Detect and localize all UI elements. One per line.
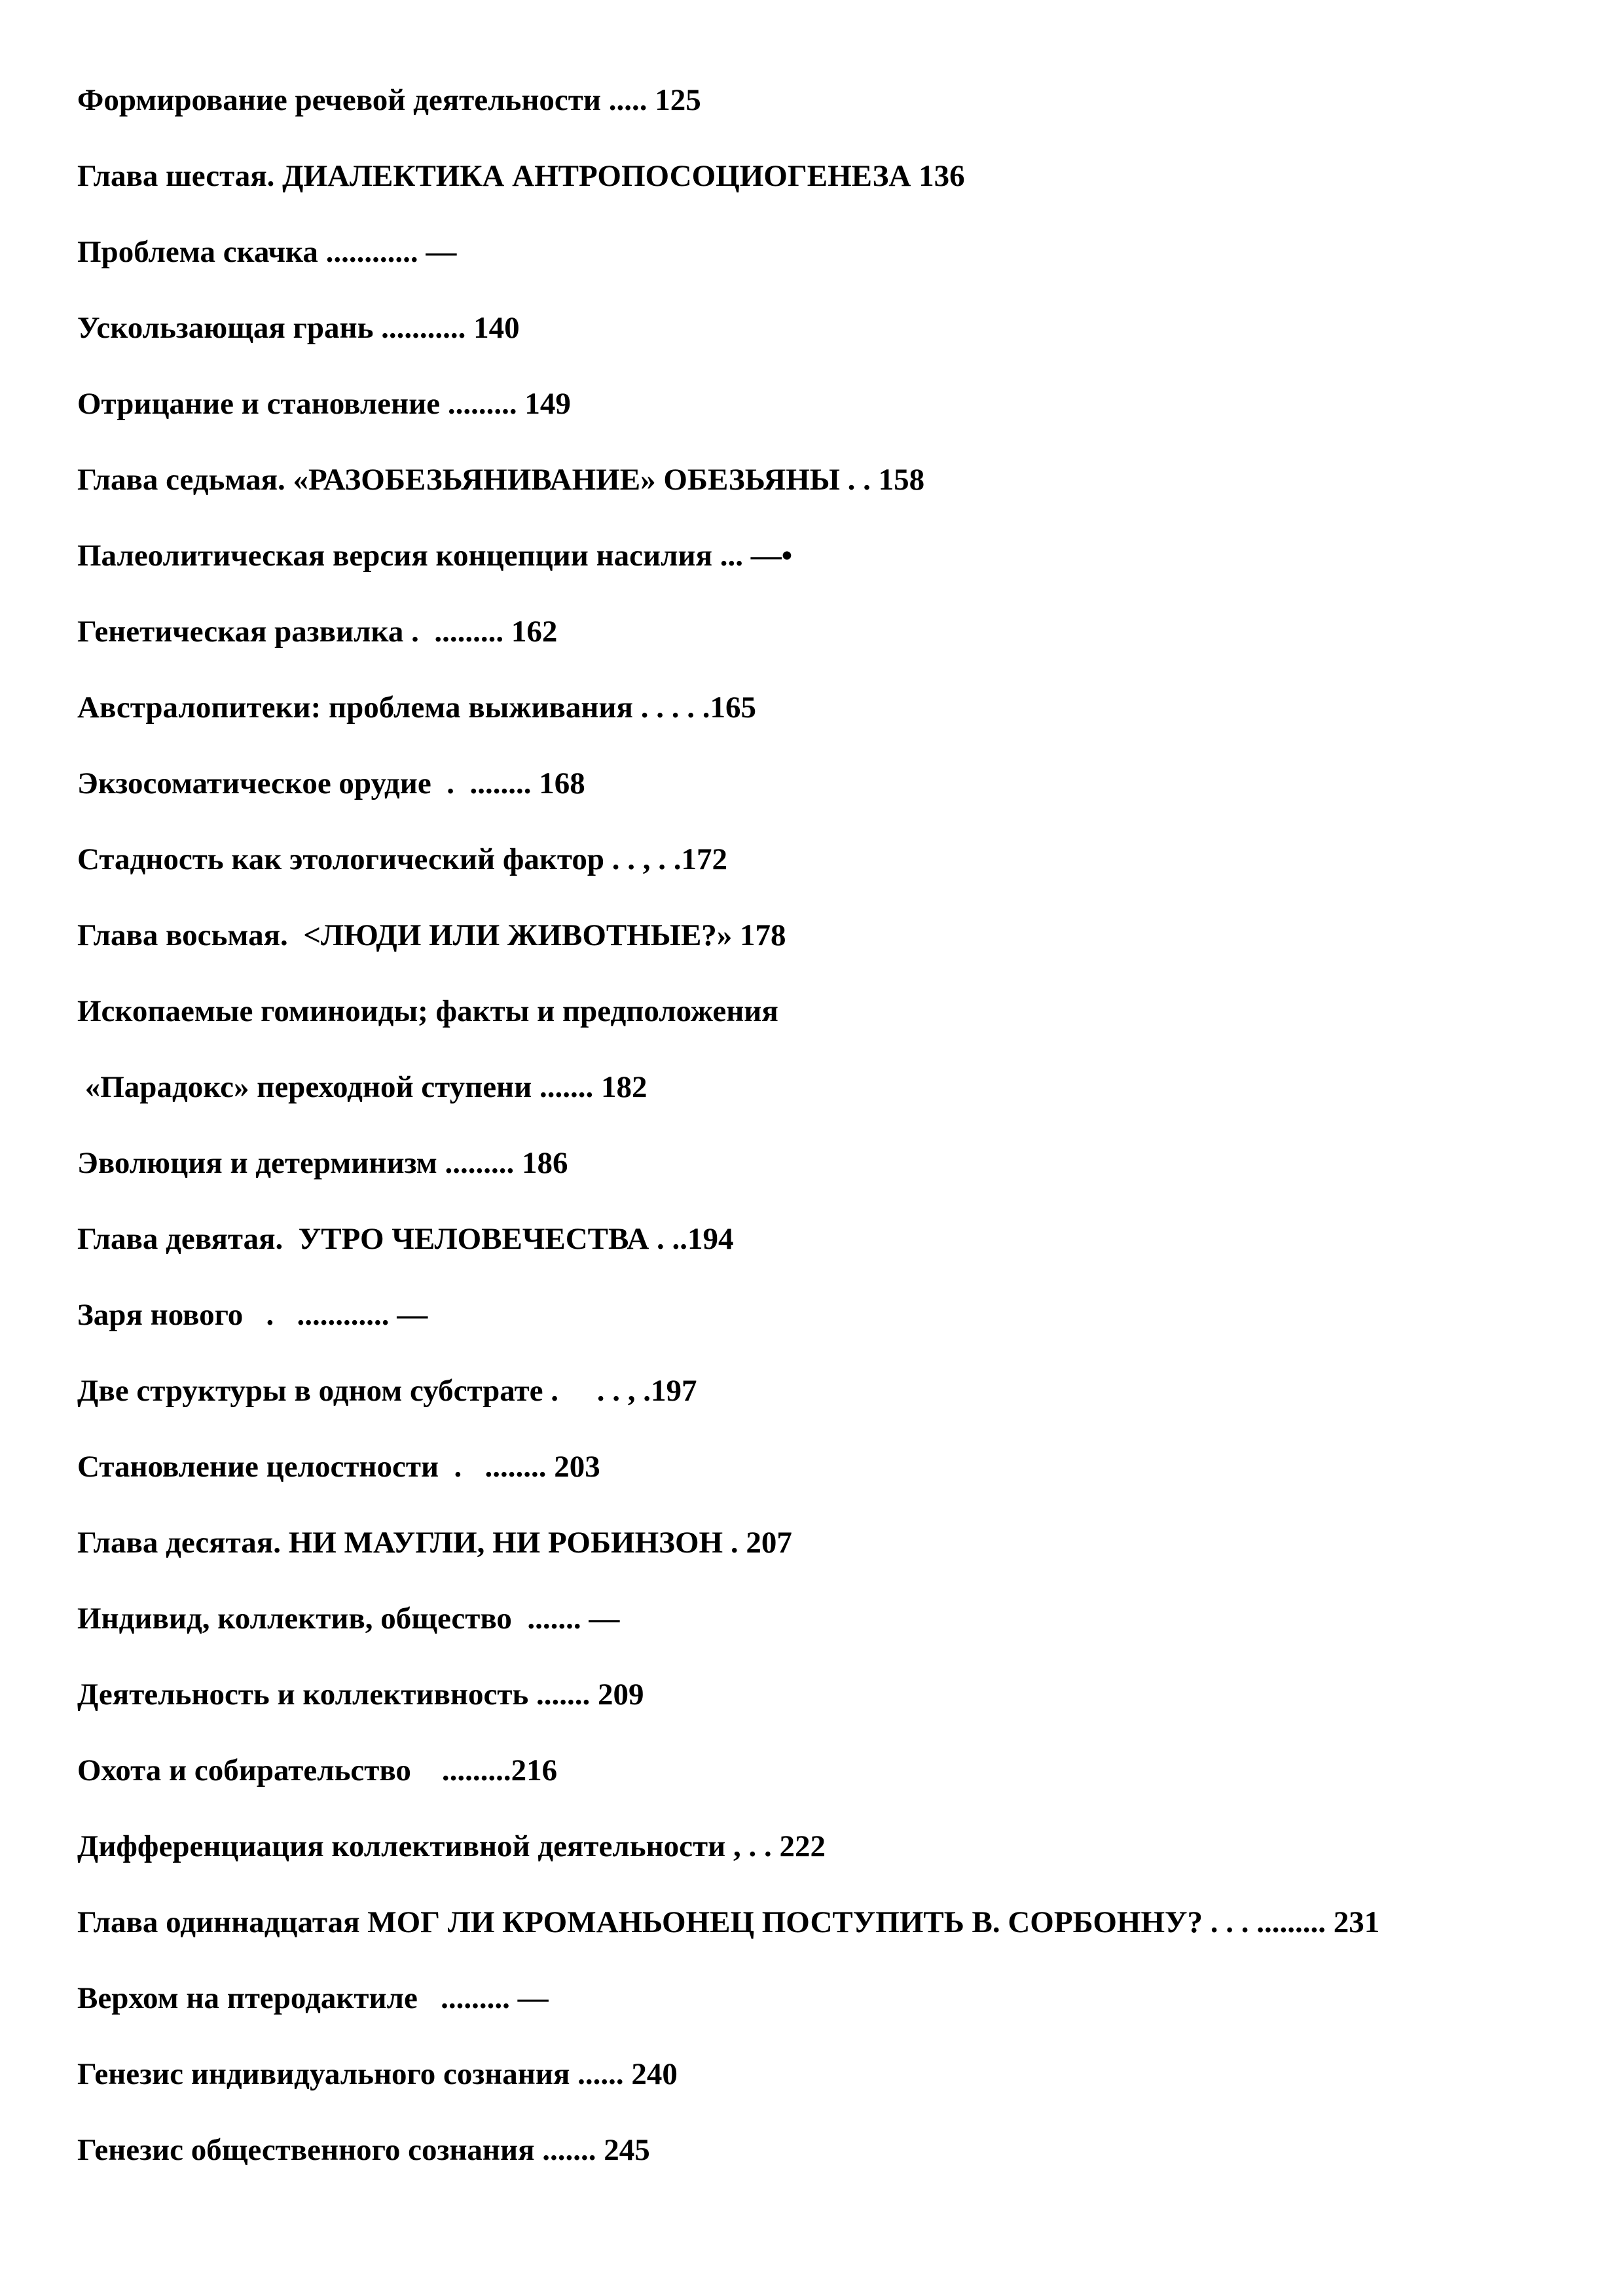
toc-line: Генезис индивидуального сознания ...... 240 xyxy=(77,2057,678,2091)
toc-line: Ископаемые гоминоиды; факты и предположения xyxy=(77,994,778,1028)
toc-line: Проблема скачка ............ — xyxy=(77,235,457,269)
toc-line: Индивид, коллектив, общество ....... — xyxy=(77,1602,620,1636)
toc-line: Дифференциация коллективной деятельности , . . 222 xyxy=(77,1829,826,1863)
toc-chapter-heading: Глава одиннадцатая МОГ ЛИ КРОМАНЬОНЕЦ ПОСТУПИТЬ В. СОРБОННУ? . . . ......... 231 xyxy=(77,1905,1380,1939)
toc-chapter-heading: Глава седьмая. «РАЗОБЕЗЬЯНИВАНИЕ» ОБЕЗЬЯНЫ . . 158 xyxy=(77,463,925,497)
toc-line: Экзосоматическое орудие . ........ 168 xyxy=(77,766,585,800)
toc-line: «Парадокс» переходной ступени ....... 182 xyxy=(77,1070,647,1104)
toc-line: Деятельность и коллективность ....... 209 xyxy=(77,1677,644,1712)
toc-line: Отрицание и становление ......... 149 xyxy=(77,387,571,421)
toc-line: Генетическая развилка . ......... 162 xyxy=(77,615,558,649)
toc-line: Ускользающая грань ........... 140 xyxy=(77,311,520,345)
toc-line: Охота и собирательство .........216 xyxy=(77,1753,558,1787)
toc-line: Заря нового . ............ — xyxy=(77,1298,428,1332)
toc-line: Стадность как этологический фактор . . , . .172 xyxy=(77,842,728,876)
toc-line: Эволюция и детерминизм ......... 186 xyxy=(77,1146,568,1180)
toc-line: Генезис общественного сознания ....... 245 xyxy=(77,2133,650,2167)
toc-chapter-heading: Глава восьмая. <ЛЮДИ ИЛИ ЖИВОТНЫЕ?» 178 xyxy=(77,918,786,952)
table-of-contents xyxy=(77,77,1570,2203)
toc-line: Формирование речевой деятельности ..... 125 xyxy=(77,83,701,117)
toc-line: Становление целостности . ........ 203 xyxy=(77,1450,600,1484)
toc-chapter-heading: Глава девятая. УТРО ЧЕЛОВЕЧЕСТВА . ..194 xyxy=(77,1222,734,1256)
toc-line: Две структуры в одном субстрате . . . , .197 xyxy=(77,1374,697,1408)
toc-chapter-heading: Глава десятая. НИ МАУГЛИ, НИ РОБИНЗОН . 207 xyxy=(77,1526,792,1560)
toc-line: Верхом на птеродактиле ......... — xyxy=(77,1981,549,2015)
toc-line: Палеолитическая версия концепции насилия ... —• xyxy=(77,539,793,573)
toc-line: Австралопитеки: проблема выживания . . . . .165 xyxy=(77,691,756,725)
toc-chapter-heading: Глава шестая. ДИАЛЕКТИКА АНТРОПОСОЦИОГЕНЕЗА 136 xyxy=(77,159,965,193)
